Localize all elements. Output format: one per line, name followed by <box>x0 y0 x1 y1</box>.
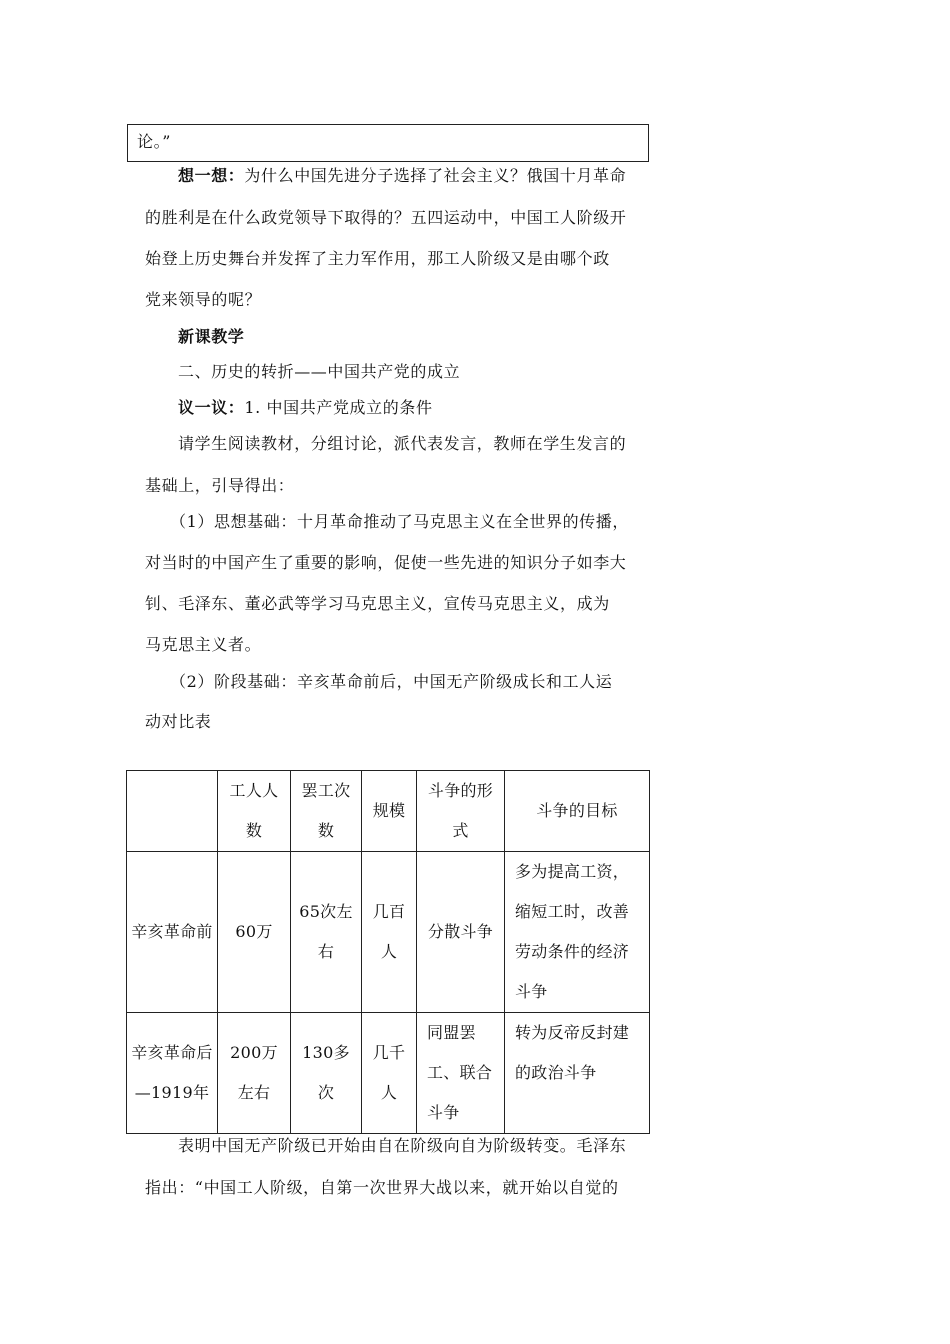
think-paragraph-line1 <box>178 166 626 186</box>
table-header-row <box>127 771 650 852</box>
point1-line2: 对当时的中国产生了重要的影响，促使一些先进的知识分子如李大 <box>145 553 627 572</box>
table-cell: 几百人 <box>362 852 417 1013</box>
think-paragraph-line4: 党来领导的呢？ <box>145 290 262 309</box>
point2-line1: （2）阶段基础：辛亥革命前后，中国无产阶级成长和工人运 <box>170 672 613 691</box>
table-header-cell: 规模 <box>362 771 417 852</box>
think-paragraph-line3: 始登上历史舞台并发挥了主力军作用，那工人阶级又是由哪个政 <box>145 249 610 268</box>
think-label: 想一想： <box>178 166 245 185</box>
intro-line2: 基础上，引导得出： <box>145 476 295 495</box>
table-cell: 多为提高工资，缩短工时，改善劳动条件的经济斗争 <box>505 852 650 1013</box>
quote-box-text: 论。” <box>137 132 171 151</box>
table-cell: 转为反帝反封建的政治斗争 <box>505 1013 650 1134</box>
discuss-text: 1. 中国共产党成立的条件 <box>244 398 433 417</box>
table-header-cell: 斗争的形式 <box>417 771 505 852</box>
point1-line4: 马克思主义者。 <box>145 635 262 654</box>
point1-line1: （1）思想基础：十月革命推动了马克思主义在全世界的传播， <box>170 512 629 531</box>
discuss-line <box>178 398 433 418</box>
think-text-1: 为什么中国先进分子选择了社会主义？俄国十月革命 <box>244 166 627 185</box>
table-cell: 200万左右 <box>218 1013 291 1134</box>
quote-box <box>127 124 649 162</box>
table-cell: 60万 <box>218 852 291 1013</box>
table-header-cell: 罢工次数 <box>291 771 362 852</box>
point2-line2: 动对比表 <box>145 712 212 731</box>
table-header-cell <box>127 771 218 852</box>
new-lesson-heading: 新课教学 <box>178 327 245 346</box>
table-header-cell: 斗争的目标 <box>505 771 650 852</box>
table-row <box>127 852 650 1013</box>
think-paragraph-line2: 的胜利是在什么政党领导下取得的？五四运动中，中国工人阶级开 <box>145 208 627 227</box>
table-cell: 辛亥革命后—1919年 <box>127 1013 218 1134</box>
table-row <box>127 1013 650 1134</box>
section-title: 二、历史的转折——中国共产党的成立 <box>178 362 461 381</box>
conclusion-line1: 表明中国无产阶级已开始由自在阶级向自为阶级转变。毛泽东 <box>178 1136 627 1155</box>
comparison-table <box>126 770 650 1134</box>
table-cell: 同盟罢工、联合斗争 <box>417 1013 505 1134</box>
table-header-cell: 工人人数 <box>218 771 291 852</box>
table-cell: 65次左右 <box>291 852 362 1013</box>
table-cell: 几千人 <box>362 1013 417 1134</box>
point1-line3: 钊、毛泽东、董必武等学习马克思主义，宣传马克思主义，成为 <box>145 594 610 613</box>
conclusion-line2: 指出：“中国工人阶级，自第一次世界大战以来，就开始以自觉的 <box>145 1178 619 1197</box>
table-cell: 辛亥革命前 <box>127 852 218 1013</box>
discuss-label: 议一议： <box>178 398 245 417</box>
intro-line1: 请学生阅读教材，分组讨论，派代表发言，教师在学生发言的 <box>178 434 627 453</box>
table-cell: 分散斗争 <box>417 852 505 1013</box>
table-cell: 130多次 <box>291 1013 362 1134</box>
